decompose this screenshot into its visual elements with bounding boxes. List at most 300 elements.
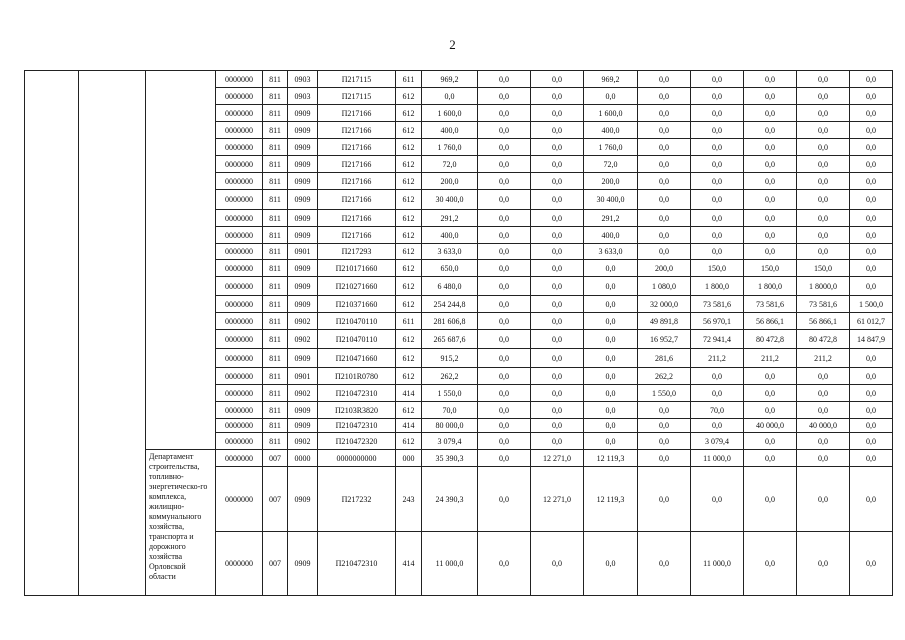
table-cell: 0,0 <box>691 139 744 156</box>
table-cell: 0,0 <box>531 88 584 105</box>
table-cell: 0000000 <box>216 368 263 385</box>
table-cell: 0000000 <box>216 450 263 467</box>
table-cell: 0,0 <box>691 419 744 433</box>
table-cell: 0,0 <box>797 190 850 210</box>
table-cell: 0,0 <box>531 330 584 349</box>
table-cell: 0,0 <box>478 433 531 450</box>
table-cell: 11 000,0 <box>422 532 478 596</box>
table-cell: 0,0 <box>850 260 893 277</box>
table-cell: 73 581,6 <box>744 296 797 313</box>
table-cell: 0,0 <box>850 433 893 450</box>
table-cell: 0,0 <box>797 88 850 105</box>
table-cell: 1 550,0 <box>638 385 691 402</box>
table-cell: 0,0 <box>797 433 850 450</box>
table-cell: 0,0 <box>850 71 893 88</box>
table-cell: 811 <box>263 71 288 88</box>
table-cell: 0,0 <box>478 156 531 173</box>
table-cell: 0,0 <box>744 433 797 450</box>
table-cell: П210271660 <box>318 277 396 296</box>
table-cell: 0,0 <box>638 122 691 139</box>
table-cell: 0,0 <box>531 210 584 227</box>
table-cell: П217166 <box>318 122 396 139</box>
table-cell: 56 970,1 <box>691 313 744 330</box>
table-cell: 70,0 <box>691 402 744 419</box>
table-cell: 12 119,3 <box>584 467 638 532</box>
table-cell: 0,0 <box>797 210 850 227</box>
table-cell: 612 <box>396 156 422 173</box>
table-cell: 70,0 <box>422 402 478 419</box>
table-cell: 0,0 <box>850 122 893 139</box>
table-cell: 0,0 <box>744 385 797 402</box>
table-cell: 0,0 <box>691 467 744 532</box>
table-cell: 0,0 <box>691 71 744 88</box>
table-cell: 0000000 <box>216 122 263 139</box>
table-cell: 811 <box>263 313 288 330</box>
table-cell: 0,0 <box>531 385 584 402</box>
table-cell: 0909 <box>288 105 318 122</box>
table-cell: 0,0 <box>797 244 850 260</box>
table-cell: П210371660 <box>318 296 396 313</box>
table-cell: 0,0 <box>744 173 797 190</box>
table-cell: 0000000 <box>216 402 263 419</box>
table-cell: 0909 <box>288 210 318 227</box>
table-cell: 612 <box>396 349 422 368</box>
table-cell: 211,2 <box>797 349 850 368</box>
table-cell: 0000000 <box>216 71 263 88</box>
table-cell: 211,2 <box>691 349 744 368</box>
table-cell: 0000000 <box>216 88 263 105</box>
table-cell: 0,0 <box>638 532 691 596</box>
table-cell: 0,0 <box>797 227 850 244</box>
table-cell: 612 <box>396 330 422 349</box>
table-cell: 0,0 <box>478 296 531 313</box>
table-cell: 612 <box>396 210 422 227</box>
table-cell: П210472310 <box>318 532 396 596</box>
table-cell: 0,0 <box>531 122 584 139</box>
table-cell: 0,0 <box>850 173 893 190</box>
table-cell: 0,0 <box>478 467 531 532</box>
table-cell: 291,2 <box>584 210 638 227</box>
table-cell: П2101R0780 <box>318 368 396 385</box>
table-cell: 0,0 <box>638 139 691 156</box>
table-cell: 0,0 <box>691 368 744 385</box>
table-cell: 72 941,4 <box>691 330 744 349</box>
table-cell: 0,0 <box>850 227 893 244</box>
table-cell: 612 <box>396 122 422 139</box>
table-cell: 0,0 <box>744 105 797 122</box>
table-cell: 0,0 <box>691 227 744 244</box>
table-cell: 0,0 <box>478 244 531 260</box>
table-cell: 72,0 <box>422 156 478 173</box>
table-cell: П210470110 <box>318 313 396 330</box>
table-cell: 35 390,3 <box>422 450 478 467</box>
table-cell: 0,0 <box>531 296 584 313</box>
table-cell: 0,0 <box>691 173 744 190</box>
table-cell: 0902 <box>288 313 318 330</box>
table-cell: 0000000 <box>216 330 263 349</box>
table-cell: 0,0 <box>531 419 584 433</box>
table-cell: 0000000 <box>216 467 263 532</box>
table-cell: 0,0 <box>531 105 584 122</box>
table-cell: 0,0 <box>478 368 531 385</box>
table-cell: 40 000,0 <box>797 419 850 433</box>
table-cell: 0,0 <box>531 260 584 277</box>
table-cell: 14 847,9 <box>850 330 893 349</box>
table-cell: 811 <box>263 227 288 244</box>
table-cell: 0,0 <box>531 173 584 190</box>
table-cell: 0000000 <box>216 313 263 330</box>
table-cell: 0000000 <box>216 296 263 313</box>
table-cell: 0,0 <box>691 105 744 122</box>
table-row <box>25 71 893 88</box>
table-cell: 61 012,7 <box>850 313 893 330</box>
table-cell: 0,0 <box>691 122 744 139</box>
table-cell: 0,0 <box>531 349 584 368</box>
table-cell: 12 119,3 <box>584 450 638 467</box>
table-cell: 0909 <box>288 419 318 433</box>
table-cell: П217166 <box>318 156 396 173</box>
table-cell: 0,0 <box>478 419 531 433</box>
table-cell: 0,0 <box>797 156 850 173</box>
table-cell: 0,0 <box>584 260 638 277</box>
table-cell: 0,0 <box>850 244 893 260</box>
table-cell: 612 <box>396 402 422 419</box>
table-cell: 0909 <box>288 296 318 313</box>
table-cell: П217115 <box>318 88 396 105</box>
table-cell: 0000 <box>288 450 318 467</box>
table-cell: П217166 <box>318 190 396 210</box>
table-cell: 414 <box>396 385 422 402</box>
table-cell: 0,0 <box>691 88 744 105</box>
table-cell: 200,0 <box>422 173 478 190</box>
table-cell: 0,0 <box>691 244 744 260</box>
table-cell: 0000000000 <box>318 450 396 467</box>
table-cell: 0,0 <box>850 156 893 173</box>
table-cell: 0909 <box>288 467 318 532</box>
table-cell: 612 <box>396 190 422 210</box>
table-cell: 915,2 <box>422 349 478 368</box>
table-cell: 007 <box>263 450 288 467</box>
table-cell: П217166 <box>318 139 396 156</box>
table-cell: 3 079,4 <box>691 433 744 450</box>
table-cell: 1 760,0 <box>584 139 638 156</box>
table-cell: 400,0 <box>584 227 638 244</box>
table-cell: 0,0 <box>531 433 584 450</box>
table-cell: 0,0 <box>478 88 531 105</box>
table-cell: 811 <box>263 210 288 227</box>
table-cell: 0,0 <box>638 173 691 190</box>
table-cell: 0000000 <box>216 173 263 190</box>
table-cell: 0,0 <box>744 450 797 467</box>
table-cell: 0,0 <box>744 156 797 173</box>
table-cell: 3 633,0 <box>422 244 478 260</box>
table-cell: П210472320 <box>318 433 396 450</box>
table-cell: 0,0 <box>478 313 531 330</box>
table-cell: 265 687,6 <box>422 330 478 349</box>
table-cell: 0,0 <box>638 227 691 244</box>
table-cell: 0000000 <box>216 244 263 260</box>
table-cell: 969,2 <box>584 71 638 88</box>
blank-cell <box>146 71 216 450</box>
table-cell: 0,0 <box>744 467 797 532</box>
table-cell: 811 <box>263 402 288 419</box>
table-cell: 200,0 <box>584 173 638 190</box>
table-cell: 0,0 <box>691 385 744 402</box>
table-cell: 1 080,0 <box>638 277 691 296</box>
table-cell: 0,0 <box>850 88 893 105</box>
table-cell: 1 600,0 <box>422 105 478 122</box>
table-cell: 0,0 <box>797 139 850 156</box>
table-cell: 0,0 <box>478 173 531 190</box>
table-cell: 0000000 <box>216 532 263 596</box>
table-cell: 0000000 <box>216 139 263 156</box>
table-cell: 0,0 <box>478 210 531 227</box>
table-row <box>25 450 893 467</box>
table-cell: 0,0 <box>638 71 691 88</box>
table-cell: 612 <box>396 227 422 244</box>
table-cell: П210470110 <box>318 330 396 349</box>
table-cell: 811 <box>263 105 288 122</box>
table-cell: 0,0 <box>797 105 850 122</box>
table-cell: 73 581,6 <box>691 296 744 313</box>
table-cell: 30 400,0 <box>584 190 638 210</box>
table-cell: 612 <box>396 88 422 105</box>
table-cell: 0,0 <box>638 156 691 173</box>
table-cell: 0,0 <box>638 450 691 467</box>
table-cell: 0,0 <box>531 156 584 173</box>
table-cell: 150,0 <box>744 260 797 277</box>
table-cell: 0,0 <box>478 277 531 296</box>
table-cell: 262,2 <box>422 368 478 385</box>
table-cell: 811 <box>263 260 288 277</box>
table-cell: 0,0 <box>850 385 893 402</box>
table-cell: 0,0 <box>478 385 531 402</box>
table-cell: 0,0 <box>531 402 584 419</box>
table-cell: 0,0 <box>584 402 638 419</box>
table-cell: 400,0 <box>584 122 638 139</box>
table-cell: 0909 <box>288 139 318 156</box>
table-cell: 0,0 <box>478 139 531 156</box>
department-name: Департамент строительства, топливно-энергетическо-го комплекса, жилищно-коммунального хозяйства, транспорта и дорожного хозяйства Орловской области <box>146 450 216 596</box>
table-cell: 811 <box>263 368 288 385</box>
table-cell: 0,0 <box>744 88 797 105</box>
table-cell: П217166 <box>318 210 396 227</box>
table-cell: 0909 <box>288 156 318 173</box>
table-cell: 612 <box>396 139 422 156</box>
table-cell: 12 271,0 <box>531 450 584 467</box>
table-cell: 1 600,0 <box>584 105 638 122</box>
table-cell: 400,0 <box>422 227 478 244</box>
table-cell: 0909 <box>288 260 318 277</box>
table-cell: П217232 <box>318 467 396 532</box>
table-cell: 0,0 <box>638 244 691 260</box>
table-cell: 24 390,3 <box>422 467 478 532</box>
table-cell: 0,0 <box>531 244 584 260</box>
table-cell: 612 <box>396 260 422 277</box>
table-cell: П217293 <box>318 244 396 260</box>
table-cell: 0902 <box>288 330 318 349</box>
table-cell: 0,0 <box>478 190 531 210</box>
table-cell: 0,0 <box>531 190 584 210</box>
table-cell: 0,0 <box>691 190 744 210</box>
table-cell: 291,2 <box>422 210 478 227</box>
table-cell: 0,0 <box>850 419 893 433</box>
table-cell: 0,0 <box>744 210 797 227</box>
table-cell: 1 8000,0 <box>797 277 850 296</box>
table-cell: 1 500,0 <box>850 296 893 313</box>
table-cell: 0,0 <box>531 532 584 596</box>
table-cell: 150,0 <box>691 260 744 277</box>
table-cell: 969,2 <box>422 71 478 88</box>
table-cell: 0000000 <box>216 349 263 368</box>
table-cell: 0,0 <box>691 156 744 173</box>
table-cell: 0,0 <box>531 313 584 330</box>
table-cell: 80 472,8 <box>797 330 850 349</box>
table-cell: П210171660 <box>318 260 396 277</box>
table-cell: 811 <box>263 419 288 433</box>
table-cell: 0903 <box>288 71 318 88</box>
table-cell: 811 <box>263 277 288 296</box>
table-cell: 611 <box>396 71 422 88</box>
table-cell: П217166 <box>318 227 396 244</box>
table-cell: 0000000 <box>216 433 263 450</box>
table-cell: П210472310 <box>318 385 396 402</box>
table-cell: 0,0 <box>850 139 893 156</box>
table-cell: 0903 <box>288 88 318 105</box>
table-cell: 200,0 <box>638 260 691 277</box>
table-cell: 0,0 <box>584 330 638 349</box>
table-cell: 0,0 <box>850 402 893 419</box>
table-cell: 6 480,0 <box>422 277 478 296</box>
table-cell: 007 <box>263 467 288 532</box>
table-cell: 3 633,0 <box>584 244 638 260</box>
table-cell: 0,0 <box>691 210 744 227</box>
table-cell: 40 000,0 <box>744 419 797 433</box>
table-cell: 0909 <box>288 122 318 139</box>
table-cell: 0,0 <box>531 71 584 88</box>
table-cell: 0,0 <box>478 227 531 244</box>
table-cell: 811 <box>263 139 288 156</box>
table-cell: П2103R3820 <box>318 402 396 419</box>
table-cell: 0901 <box>288 244 318 260</box>
table-cell: 811 <box>263 349 288 368</box>
table-cell: 0,0 <box>797 402 850 419</box>
table-cell: 0902 <box>288 433 318 450</box>
table-cell: 0,0 <box>744 71 797 88</box>
table-cell: 0,0 <box>478 532 531 596</box>
table-cell: 0,0 <box>638 419 691 433</box>
table-cell: П210471660 <box>318 349 396 368</box>
table-cell: 80 472,8 <box>744 330 797 349</box>
table-cell: 0000000 <box>216 277 263 296</box>
table-cell: 0909 <box>288 402 318 419</box>
table-cell: 1 550,0 <box>422 385 478 402</box>
table-cell: 0,0 <box>797 122 850 139</box>
table-cell: 0,0 <box>797 385 850 402</box>
page-number: 2 <box>449 37 456 52</box>
table-cell: 0,0 <box>850 190 893 210</box>
table-cell: 0,0 <box>797 467 850 532</box>
table-cell: 281 606,8 <box>422 313 478 330</box>
table-cell: 811 <box>263 433 288 450</box>
table-cell: 811 <box>263 190 288 210</box>
table-cell: 0,0 <box>744 368 797 385</box>
table-cell: 414 <box>396 419 422 433</box>
table-cell: 0,0 <box>638 105 691 122</box>
table-cell: 0000000 <box>216 156 263 173</box>
table-cell: 0,0 <box>638 433 691 450</box>
table-cell: 0902 <box>288 385 318 402</box>
table-cell: 0,0 <box>584 532 638 596</box>
table-cell: 0,0 <box>797 71 850 88</box>
table-cell: 400,0 <box>422 122 478 139</box>
table-cell: 73 581,6 <box>797 296 850 313</box>
table-cell: 0,0 <box>584 277 638 296</box>
table-cell: 0,0 <box>478 330 531 349</box>
table-cell: 11 000,0 <box>691 532 744 596</box>
table-cell: 0,0 <box>478 349 531 368</box>
budget-table <box>24 70 893 596</box>
table-cell: 32 000,0 <box>638 296 691 313</box>
table-cell: 1 760,0 <box>422 139 478 156</box>
table-cell: 0,0 <box>584 433 638 450</box>
table-cell: 0,0 <box>584 419 638 433</box>
table-cell: 0,0 <box>584 296 638 313</box>
table-cell: 0,0 <box>584 88 638 105</box>
table-cell: 612 <box>396 173 422 190</box>
table-cell: 0909 <box>288 277 318 296</box>
blank-cell <box>79 71 146 596</box>
table-cell: 11 000,0 <box>691 450 744 467</box>
table-cell: 0,0 <box>478 71 531 88</box>
table-cell: 16 952,7 <box>638 330 691 349</box>
table-cell: 0,0 <box>744 122 797 139</box>
table-cell: 0,0 <box>744 532 797 596</box>
table-cell: 0,0 <box>744 190 797 210</box>
table-cell: 0909 <box>288 190 318 210</box>
table-cell: 612 <box>396 296 422 313</box>
table-cell: 0,0 <box>638 88 691 105</box>
table-cell: 0,0 <box>797 450 850 467</box>
table-cell: 0,0 <box>638 467 691 532</box>
table-cell: 211,2 <box>744 349 797 368</box>
table-cell: 1 800,0 <box>691 277 744 296</box>
table-cell: 3 079,4 <box>422 433 478 450</box>
table-cell: 0,0 <box>478 105 531 122</box>
table-cell: 56 866,1 <box>797 313 850 330</box>
table-cell: 0000000 <box>216 105 263 122</box>
table-cell: 0,0 <box>797 532 850 596</box>
table-cell: 0,0 <box>584 313 638 330</box>
table-cell: 0,0 <box>584 385 638 402</box>
table-cell: 0,0 <box>638 402 691 419</box>
table-cell: 150,0 <box>797 260 850 277</box>
table-cell: 414 <box>396 532 422 596</box>
table-cell: 0,0 <box>850 277 893 296</box>
table-cell: 0,0 <box>638 190 691 210</box>
table-cell: 0909 <box>288 173 318 190</box>
table-cell: 612 <box>396 105 422 122</box>
table-cell: 007 <box>263 532 288 596</box>
table-cell: 0,0 <box>478 402 531 419</box>
blank-cell <box>25 71 79 596</box>
table-cell: 0000000 <box>216 227 263 244</box>
table-cell: 650,0 <box>422 260 478 277</box>
table-cell: 0901 <box>288 368 318 385</box>
table-cell: 0,0 <box>850 349 893 368</box>
table-cell: 0,0 <box>422 88 478 105</box>
table-cell: 0000000 <box>216 190 263 210</box>
